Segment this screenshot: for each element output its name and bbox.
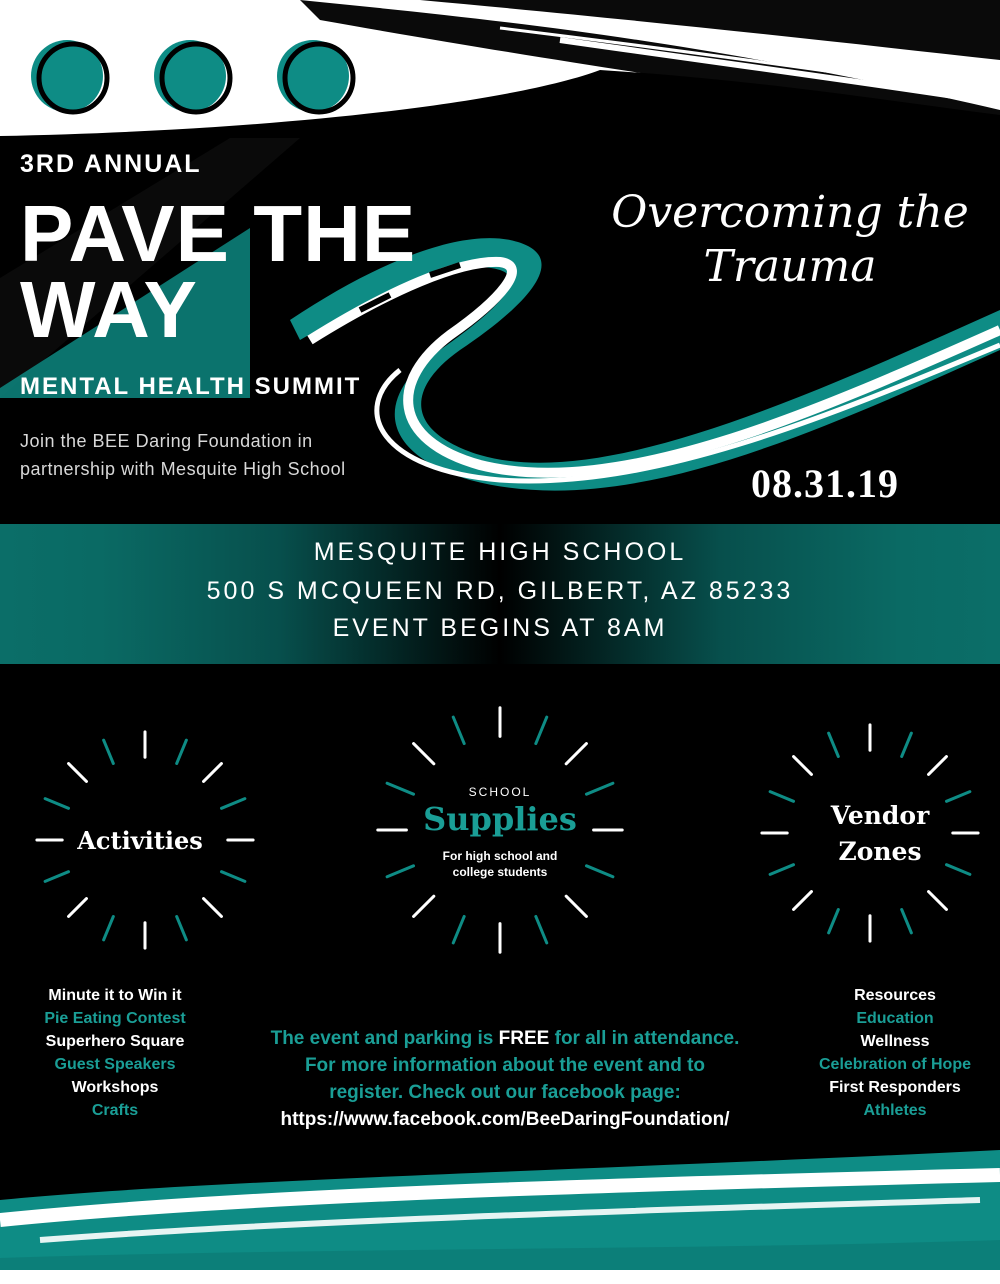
vendor-title-line1: Vendor [830, 801, 930, 830]
list-item: Superhero Square [45, 1033, 185, 1050]
event-info [230, 1025, 780, 1133]
list-item: Guest Speakers [54, 1056, 176, 1073]
event-title-line2: WAY [20, 265, 198, 354]
free-label: FREE [498, 1028, 550, 1049]
tagline-line1: Overcoming the [611, 187, 969, 238]
list-item: First Responders [829, 1079, 961, 1096]
list-item: Minute it to Win it [48, 987, 182, 1004]
vendor-list [790, 984, 1000, 1122]
event-date: 08.31.19 [751, 461, 899, 506]
list-item: Wellness [860, 1033, 930, 1050]
supplies-subtitle-line1: For high school and [442, 849, 558, 863]
list-item: Resources [854, 987, 936, 1004]
activities-list [10, 984, 220, 1122]
info-line1-a: The event and parking is [270, 1028, 499, 1049]
info-line1 [230, 1025, 780, 1052]
facebook-link[interactable]: https://www.facebook.com/BeeDaringFoundation/ [280, 1109, 730, 1130]
vendor-title-line2: Zones [838, 837, 922, 866]
event-title [20, 189, 440, 354]
bottom-brush-decoration [0, 1140, 1000, 1284]
partner-line1: Join the BEE Daring Foundation in [20, 431, 313, 451]
info-line2: For more information about the event and to [304, 1055, 706, 1076]
partner-line2: partnership with Mesquite High School [20, 459, 346, 479]
event-subtitle: MENTAL HEALTH SUMMIT [20, 373, 362, 400]
vendor-title [770, 798, 990, 870]
list-item: Crafts [91, 1102, 139, 1119]
tagline-line2: Trauma [703, 241, 877, 292]
event-start-time: EVENT BEGINS AT 8AM [332, 614, 668, 642]
supplies-title: Supplies [423, 800, 577, 838]
info-line3: register. Check out our facebook page: [329, 1082, 681, 1103]
list-item: Education [856, 1010, 934, 1027]
event-title-line1: PAVE THE [20, 189, 417, 278]
partner-text [20, 427, 440, 483]
supplies-subtitle [420, 848, 580, 880]
annual-label: 3RD ANNUAL [20, 150, 202, 178]
supplies-label-small: SCHOOL [468, 785, 532, 799]
list-item: Celebration of Hope [818, 1056, 971, 1073]
list-item: Pie Eating Contest [44, 1010, 186, 1027]
venue-address: 500 S MCQUEEN RD, GILBERT, AZ 85233 [206, 577, 794, 605]
tagline [580, 186, 1000, 294]
info-line1-b: for all in attendance. [549, 1028, 740, 1049]
supplies-subtitle-line2: college students [452, 865, 548, 879]
activities-title: Activities [77, 826, 203, 855]
list-item: Workshops [71, 1079, 159, 1096]
venue-name: MESQUITE HIGH SCHOOL [313, 538, 687, 566]
list-item: Athletes [863, 1102, 927, 1119]
decorative-circles [25, 36, 375, 116]
